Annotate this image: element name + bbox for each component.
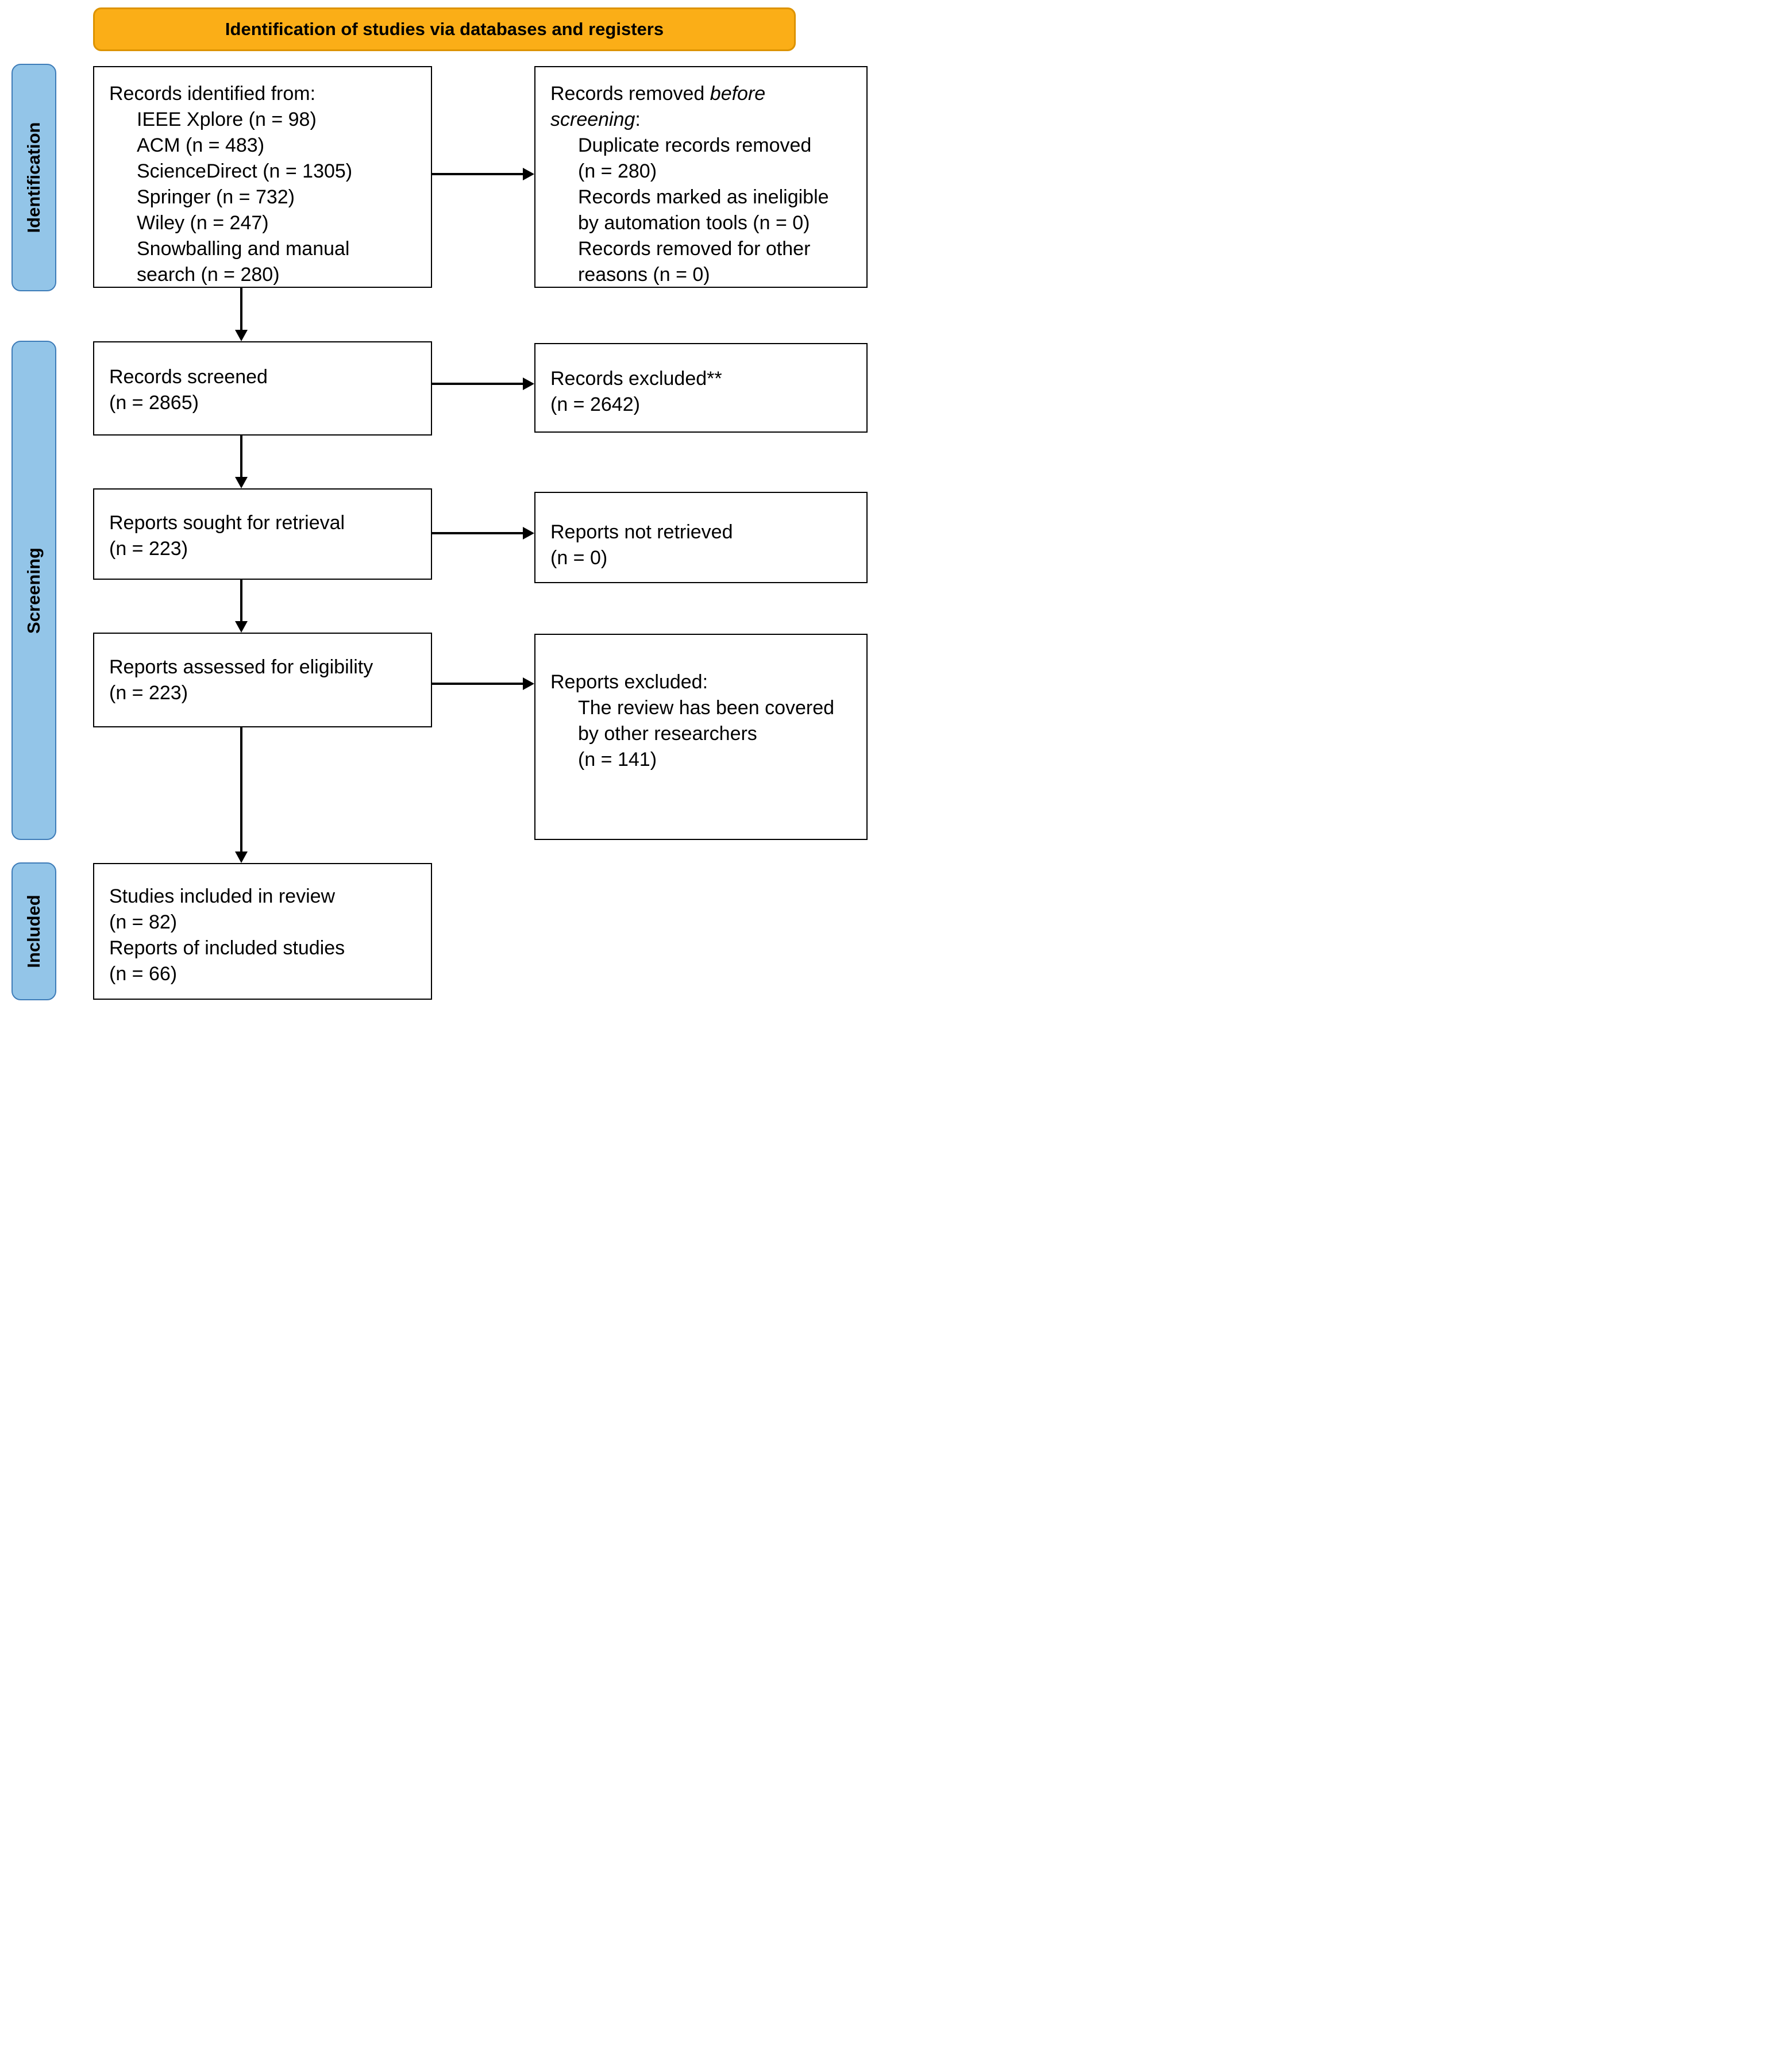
arrow-head-down-icon: [235, 330, 248, 341]
box-text-line: ScienceDirect (n = 1305): [137, 160, 353, 182]
box-studies-included-in-review: [93, 863, 432, 1000]
box-text-line: IEEE Xplore (n = 98): [137, 109, 317, 130]
box-text-line: search (n = 280): [137, 264, 280, 286]
box-text-line: Reports assessed for eligibility: [109, 656, 373, 678]
box-text-line: Duplicate records removed: [578, 134, 812, 156]
box-text-line: Records identified from:: [109, 83, 316, 105]
arrow-head-down-icon: [235, 477, 248, 488]
banner-title: Identification of studies via databases and registers: [225, 19, 664, 39]
arrow-shaft: [432, 683, 524, 685]
box-text-line: ACM (n = 483): [137, 134, 265, 156]
box-text-line: Snowballing and manual: [137, 238, 350, 260]
box-text-line: (n = 2865): [109, 392, 199, 414]
box-records-screened: [93, 341, 432, 436]
box-text-line: Records removed for other: [578, 238, 811, 260]
box-text-line: Wiley (n = 247): [137, 212, 269, 234]
stage-screening-label: Screening: [24, 547, 44, 634]
box-text-line: Reports sought for retrieval: [109, 512, 345, 534]
box-text-line: Records screened: [109, 366, 268, 388]
stage-screening: [11, 341, 56, 840]
arrow-head-right-icon: [523, 677, 534, 690]
stage-included-label: Included: [24, 895, 44, 968]
arrow-head-right-icon: [523, 527, 534, 540]
box-text-line: [550, 107, 861, 133]
box-reports-assessed-for-eligibility: [93, 633, 432, 727]
box-text-line: reasons (n = 0): [578, 264, 710, 286]
box-text-line: Reports of included studies: [109, 937, 345, 959]
text-italic: screening: [550, 109, 635, 130]
box-text-line: by other researchers: [578, 723, 757, 745]
box-records-identified: [93, 66, 432, 288]
arrow-identified-to-removed: [432, 168, 534, 180]
text: :: [635, 109, 641, 130]
box-text-line: (n = 0): [550, 547, 608, 569]
prisma-flow-diagram: [0, 0, 896, 1028]
box-reports-not-retrieved: [534, 492, 868, 583]
arrow-sought-to-assessed: [235, 580, 248, 633]
arrow-shaft: [240, 288, 242, 331]
box-records-removed-before-screening: [534, 66, 868, 288]
arrow-screened-to-excluded: [432, 377, 534, 390]
arrow-identified-to-screened: [235, 288, 248, 341]
arrow-shaft: [432, 532, 524, 534]
box-text-line: Springer (n = 732): [137, 186, 295, 208]
arrow-shaft: [240, 436, 242, 478]
box-text-line: (n = 66): [109, 963, 178, 985]
box-text-line: (n = 223): [109, 538, 188, 560]
box-text-line: by automation tools (n = 0): [578, 212, 810, 234]
box-text-line: Reports not retrieved: [550, 521, 733, 543]
stage-identification: [11, 64, 56, 291]
box-text-line: (n = 2642): [550, 394, 640, 415]
arrow-assessed-to-reports-excluded: [432, 677, 534, 690]
box-reports-excluded: [534, 634, 868, 840]
box-reports-sought-for-retrieval: [93, 488, 432, 580]
arrow-head-right-icon: [523, 168, 534, 180]
box-text-line: Studies included in review: [109, 885, 336, 907]
arrow-head-right-icon: [523, 377, 534, 390]
box-text-line: Records excluded**: [550, 368, 722, 390]
arrow-sought-to-not-retrieved: [432, 527, 534, 540]
arrow-head-down-icon: [235, 621, 248, 633]
box-text-line: (n = 82): [109, 911, 178, 933]
arrow-screened-to-sought: [235, 436, 248, 488]
stage-included: [11, 862, 56, 1000]
arrow-shaft: [240, 580, 242, 622]
arrow-shaft: [432, 383, 524, 385]
box-text-line: (n = 141): [578, 749, 657, 770]
stage-identification-label: Identification: [24, 122, 44, 233]
arrow-assessed-to-included: [235, 727, 248, 863]
box-text-line: [550, 81, 861, 107]
arrow-head-down-icon: [235, 851, 248, 863]
box-records-excluded: [534, 343, 868, 433]
box-text-line: Records marked as ineligible: [578, 186, 829, 208]
text-italic: before: [710, 83, 766, 105]
box-text-line: The review has been covered: [578, 697, 835, 719]
arrow-shaft: [432, 173, 524, 175]
text: Records removed: [550, 83, 710, 105]
box-text-line: Reports excluded:: [550, 671, 708, 693]
box-text-line: (n = 280): [578, 160, 657, 182]
box-text-line: (n = 223): [109, 682, 188, 704]
banner: [93, 7, 796, 51]
arrow-shaft: [240, 727, 242, 853]
